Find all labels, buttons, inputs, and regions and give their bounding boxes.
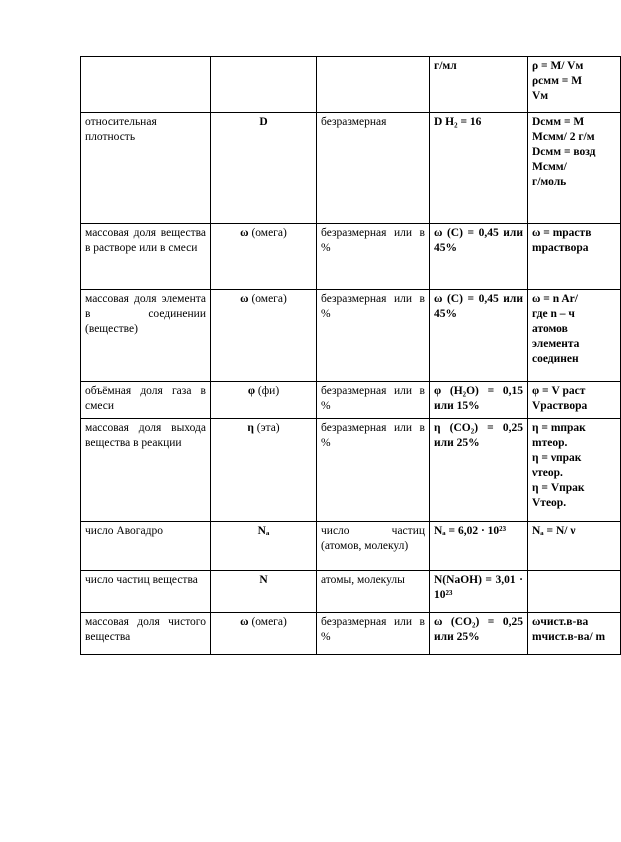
formula-cell	[528, 419, 621, 522]
unit-text: безразмерная или в %	[321, 293, 425, 320]
unit-text: безразмерная или в %	[321, 422, 425, 449]
example-text: г/мл	[434, 60, 457, 72]
formula-cell	[528, 613, 621, 655]
unit-cell	[317, 522, 430, 571]
quantity-name-cell	[81, 419, 211, 522]
quantity-name-cell	[81, 522, 211, 571]
example-text: ω (С) = 0,45 или 45%	[434, 293, 523, 320]
symbol-cell	[211, 382, 317, 419]
formula-cell	[528, 522, 621, 571]
formula-text: ω = n Ar/ где n – ч атомов элемента соединен	[532, 293, 580, 365]
example-cell	[430, 382, 528, 419]
symbol-cell	[211, 57, 317, 113]
symbol-note: (эта)	[256, 422, 280, 434]
example-text: Nₐ = 6,02 · 10²³	[434, 525, 507, 537]
formula-cell	[528, 113, 621, 224]
table-row	[81, 382, 621, 419]
symbol-cell	[211, 419, 317, 522]
quantity-name: массовая доля чистого вещества	[85, 616, 206, 643]
quantity-name: массовая доля вещества в растворе или в смеси	[85, 227, 206, 254]
formula-text: ρ = M/ Vм ρсмм = M Vм	[532, 60, 584, 102]
quantity-name-cell	[81, 382, 211, 419]
formula-text: ω = mраств mраствора	[532, 227, 592, 254]
example-cell	[430, 290, 528, 382]
unit-cell	[317, 113, 430, 224]
example-text: ω (С) = 0,45 или 45%	[434, 227, 523, 254]
table-row	[81, 522, 621, 571]
quantity-symbol: D	[259, 116, 268, 128]
table-row	[81, 113, 621, 224]
unit-cell	[317, 571, 430, 613]
quantity-name-cell	[81, 290, 211, 382]
unit-text: безразмерная	[321, 116, 387, 128]
symbol-cell	[211, 290, 317, 382]
example-cell	[430, 57, 528, 113]
example-cell	[430, 613, 528, 655]
unit-cell	[317, 613, 430, 655]
quantity-name: число частиц вещества	[85, 574, 198, 586]
formula-cell	[528, 571, 621, 613]
quantity-symbol: ω	[240, 227, 249, 239]
formula-text: Dсмм = M Mсмм/ 2 г/м Dсмм = возд Mсмм/ г/моль	[532, 116, 596, 188]
quantity-name-cell	[81, 613, 211, 655]
symbol-cell	[211, 113, 317, 224]
quantity-name: массовая доля элемента в соединении (веществе)	[85, 293, 206, 335]
formula-cell	[528, 290, 621, 382]
example-text: ω (CO₂) = 0,25 или 25%	[434, 616, 523, 643]
quantity-symbol: ω	[240, 293, 249, 305]
symbol-cell	[211, 522, 317, 571]
quantity-symbol: φ	[247, 385, 256, 397]
quantity-name-cell	[81, 571, 211, 613]
unit-cell	[317, 382, 430, 419]
unit-cell	[317, 419, 430, 522]
unit-cell	[317, 57, 430, 113]
table-row	[81, 57, 621, 113]
symbol-cell	[211, 613, 317, 655]
example-cell	[430, 224, 528, 290]
table-body	[81, 57, 621, 655]
example-cell	[430, 571, 528, 613]
table-row	[81, 613, 621, 655]
quantity-name: массовая доля выхода вещества в реакции	[85, 422, 206, 449]
quantity-name: относительная плотность	[85, 116, 157, 143]
quantities-table	[80, 56, 621, 655]
quantity-name-cell	[81, 113, 211, 224]
table-row	[81, 224, 621, 290]
symbol-cell	[211, 571, 317, 613]
quantity-name: объёмная доля газа в смеси	[85, 385, 206, 412]
quantity-symbol: Nₐ	[257, 525, 270, 537]
quantity-symbol: ω	[240, 616, 249, 628]
example-cell	[430, 522, 528, 571]
example-text: φ (H₂O) = 0,15 или 15%	[434, 385, 523, 412]
example-text: η (CO₂) = 0,25 или 25%	[434, 422, 523, 449]
formula-cell	[528, 57, 621, 113]
table-row	[81, 290, 621, 382]
quantity-name-cell	[81, 57, 211, 113]
formula-text: η = mпрак mтеор. η = νпрак νтеор. η = Vпрак Vтеор.	[532, 422, 586, 509]
example-cell	[430, 113, 528, 224]
quantity-symbol: N	[259, 574, 268, 586]
quantity-symbol: η	[247, 422, 254, 434]
table-row	[81, 419, 621, 522]
unit-cell	[317, 224, 430, 290]
formula-text: φ = V раст Vраствора	[532, 385, 588, 412]
quantity-name-cell	[81, 224, 211, 290]
unit-text: атомы, молекулы	[321, 574, 405, 586]
unit-text: безразмерная или в %	[321, 385, 425, 412]
symbol-note: (омега)	[251, 616, 287, 628]
formula-cell	[528, 382, 621, 419]
unit-text: безразмерная или в %	[321, 227, 425, 254]
symbol-note: (омега)	[251, 227, 287, 239]
symbol-note: (омега)	[251, 293, 287, 305]
formula-text: ωчист.в-ва mчист.в-ва/ m	[532, 616, 606, 643]
symbol-note: (фи)	[257, 385, 280, 397]
example-text: D H₂ = 16	[434, 116, 482, 128]
unit-text: безразмерная или в %	[321, 616, 425, 643]
symbol-cell	[211, 224, 317, 290]
unit-text: число частиц (атомов, молекул)	[321, 525, 425, 552]
formula-cell	[528, 224, 621, 290]
example-text: N(NaOH) = 3,01 · 10²³	[434, 574, 523, 601]
formula-text: Nₐ = N/ ν	[532, 525, 576, 537]
quantity-name: число Авогадро	[85, 525, 163, 537]
example-cell	[430, 419, 528, 522]
unit-cell	[317, 290, 430, 382]
table-row	[81, 571, 621, 613]
